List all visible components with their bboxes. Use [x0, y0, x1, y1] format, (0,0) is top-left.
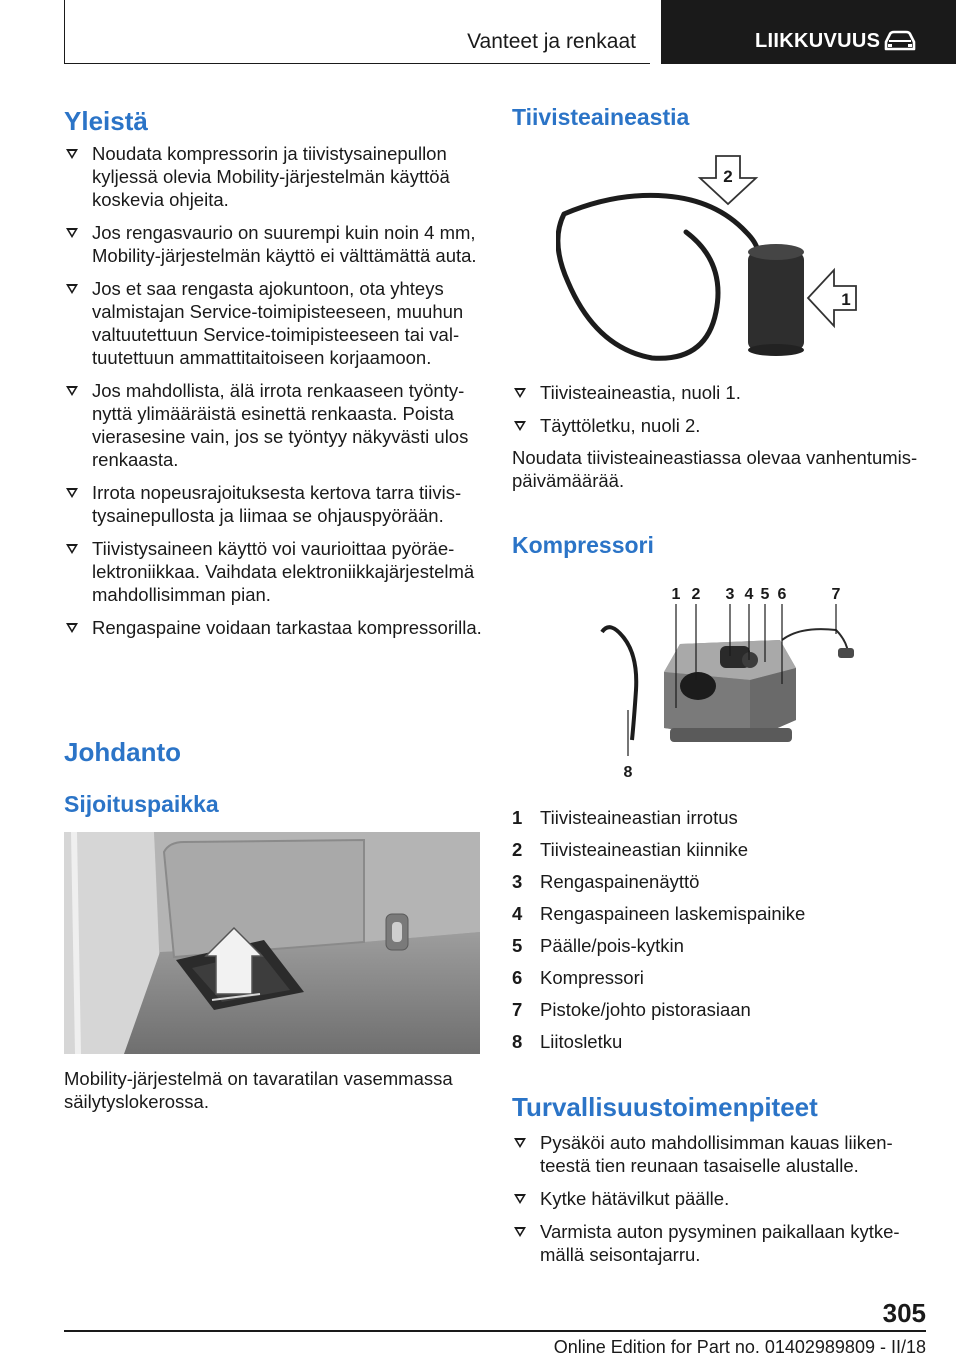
heading-johdanto: Johdanto [64, 737, 181, 767]
location-caption: Mobility-järjestelmä on tavaratilan vasemmassa säilytyslokerossa. [64, 1068, 453, 1112]
list-item: Täyttöletku, nuoli 2. [512, 414, 932, 437]
car-icon [883, 29, 917, 53]
section-tab [64, 0, 650, 64]
callout-label: 7 [831, 586, 841, 603]
safety-list [512, 1131, 932, 1276]
compressor-illustration [600, 580, 860, 780]
page-number: 305 [882, 1298, 926, 1328]
callout-label: 2 [691, 586, 701, 603]
heading-turvallisuustoimenpiteet: Turvallisuustoimenpiteet [512, 1092, 818, 1122]
list-item: Pysäköi auto mahdollisimman kauas liikenteestä tien reunaan tasaiselle alustalle. [512, 1131, 932, 1177]
legend-item: 4 Rengaspaineen laskemispainike [512, 903, 806, 924]
legend-item: 5 Päälle/pois-kytkin [512, 935, 684, 956]
callout-label: 2 [723, 167, 733, 186]
edition-footer: Online Edition for Part no. 01402989809 - II/18 [553, 1337, 926, 1357]
callout-label: 3 [725, 586, 735, 603]
callout-label: 1 [841, 290, 851, 309]
general-list [64, 142, 484, 649]
heading-tiivisteaineastia: Tiivisteaineastia [512, 104, 690, 130]
triangle-bullet-icon [66, 623, 78, 633]
legend-item: 8 Liitosletku [512, 1031, 623, 1052]
list-item: Noudata kompressorin ja tiivistysainepullon kyljessä olevia Mobility-järjestelmän käyttöä koskevia ohjeita. [64, 142, 484, 211]
list-item: Kytke hätävilkut päälle. [512, 1187, 932, 1210]
list-item: Irrota nopeusrajoituksesta kertova tarra tiivistysainepullosta ja liimaa se ohjauspyörään. [64, 481, 484, 527]
heading-yleista: Yleistä [64, 106, 148, 136]
triangle-bullet-icon [514, 388, 526, 398]
triangle-bullet-icon [514, 1227, 526, 1237]
list-item: Tiivistysaineen käyttö voi vaurioittaa pyöräelektroniikkaa. Vaihdata elektroniikkajärjestelmä mahdollisimman pian. [64, 537, 484, 606]
triangle-bullet-icon [66, 488, 78, 498]
section-title: Vanteet ja renkaat [467, 30, 636, 53]
list-item: Rengaspaine voidaan tarkastaa kompressorilla. [64, 616, 484, 639]
legend-item: 6 Kompressori [512, 967, 644, 988]
sealant-bottle-illustration [556, 152, 866, 364]
legend-item: 2 Tiivisteaineastian kiinnike [512, 839, 749, 860]
list-item: Tiivisteaineastia, nuoli 1. [512, 381, 932, 404]
heading-kompressori: Kompressori [512, 532, 654, 558]
list-item: Jos rengasvaurio on suurempi kuin noin 4 mm, Mobility-järjestelmän käyttö ei välttämättä auta. [64, 221, 484, 267]
chapter-tab [661, 0, 956, 64]
triangle-bullet-icon [66, 284, 78, 294]
callout-label: 4 [744, 586, 754, 603]
sealant-list [512, 381, 932, 447]
triangle-bullet-icon [66, 149, 78, 159]
triangle-bullet-icon [66, 228, 78, 238]
expiry-note: Noudata tiivisteaineastiassa olevaa vanhentumispäivämäärää. [512, 447, 918, 491]
legend-item: 7 Pistoke/johto pistorasiaan [512, 999, 751, 1020]
chapter-title: LIIKKUVUUS [755, 30, 881, 52]
heading-sijoituspaikka: Sijoituspaikka [64, 791, 219, 817]
list-item: Varmista auton pysyminen paikallaan kytkemällä seisontajarru. [512, 1220, 932, 1266]
callout-label: 5 [760, 586, 770, 603]
callout-label: 1 [671, 586, 681, 603]
list-item: Jos et saa rengasta ajokuntoon, ota yhteys valmistajan Service-toimipisteeseen, muuhun valtuutettuun Service-toimipisteeseen tai valtuutettuun ammattitaitoiseen korjaamoon. [64, 277, 484, 369]
legend-item: 1 Tiivisteaineastian irrotus [512, 807, 738, 828]
callout-label: 8 [623, 764, 633, 780]
triangle-bullet-icon [66, 544, 78, 554]
triangle-bullet-icon [514, 1138, 526, 1148]
triangle-bullet-icon [514, 421, 526, 431]
triangle-bullet-icon [66, 386, 78, 396]
footer-divider [64, 1330, 926, 1332]
triangle-bullet-icon [514, 1194, 526, 1204]
list-item: Jos mahdollista, älä irrota renkaaseen työntynyttä ylimääräistä esinettä renkaasta. Poista vierasesine vain, jos se työntyy näkyvästi ulos renkaasta. [64, 379, 484, 471]
trunk-storage-photo [64, 832, 480, 1054]
page-header [0, 0, 960, 66]
legend-item: 3 Rengaspainenäyttö [512, 871, 700, 892]
compressor-legend [512, 802, 932, 1058]
callout-label: 6 [777, 586, 787, 603]
